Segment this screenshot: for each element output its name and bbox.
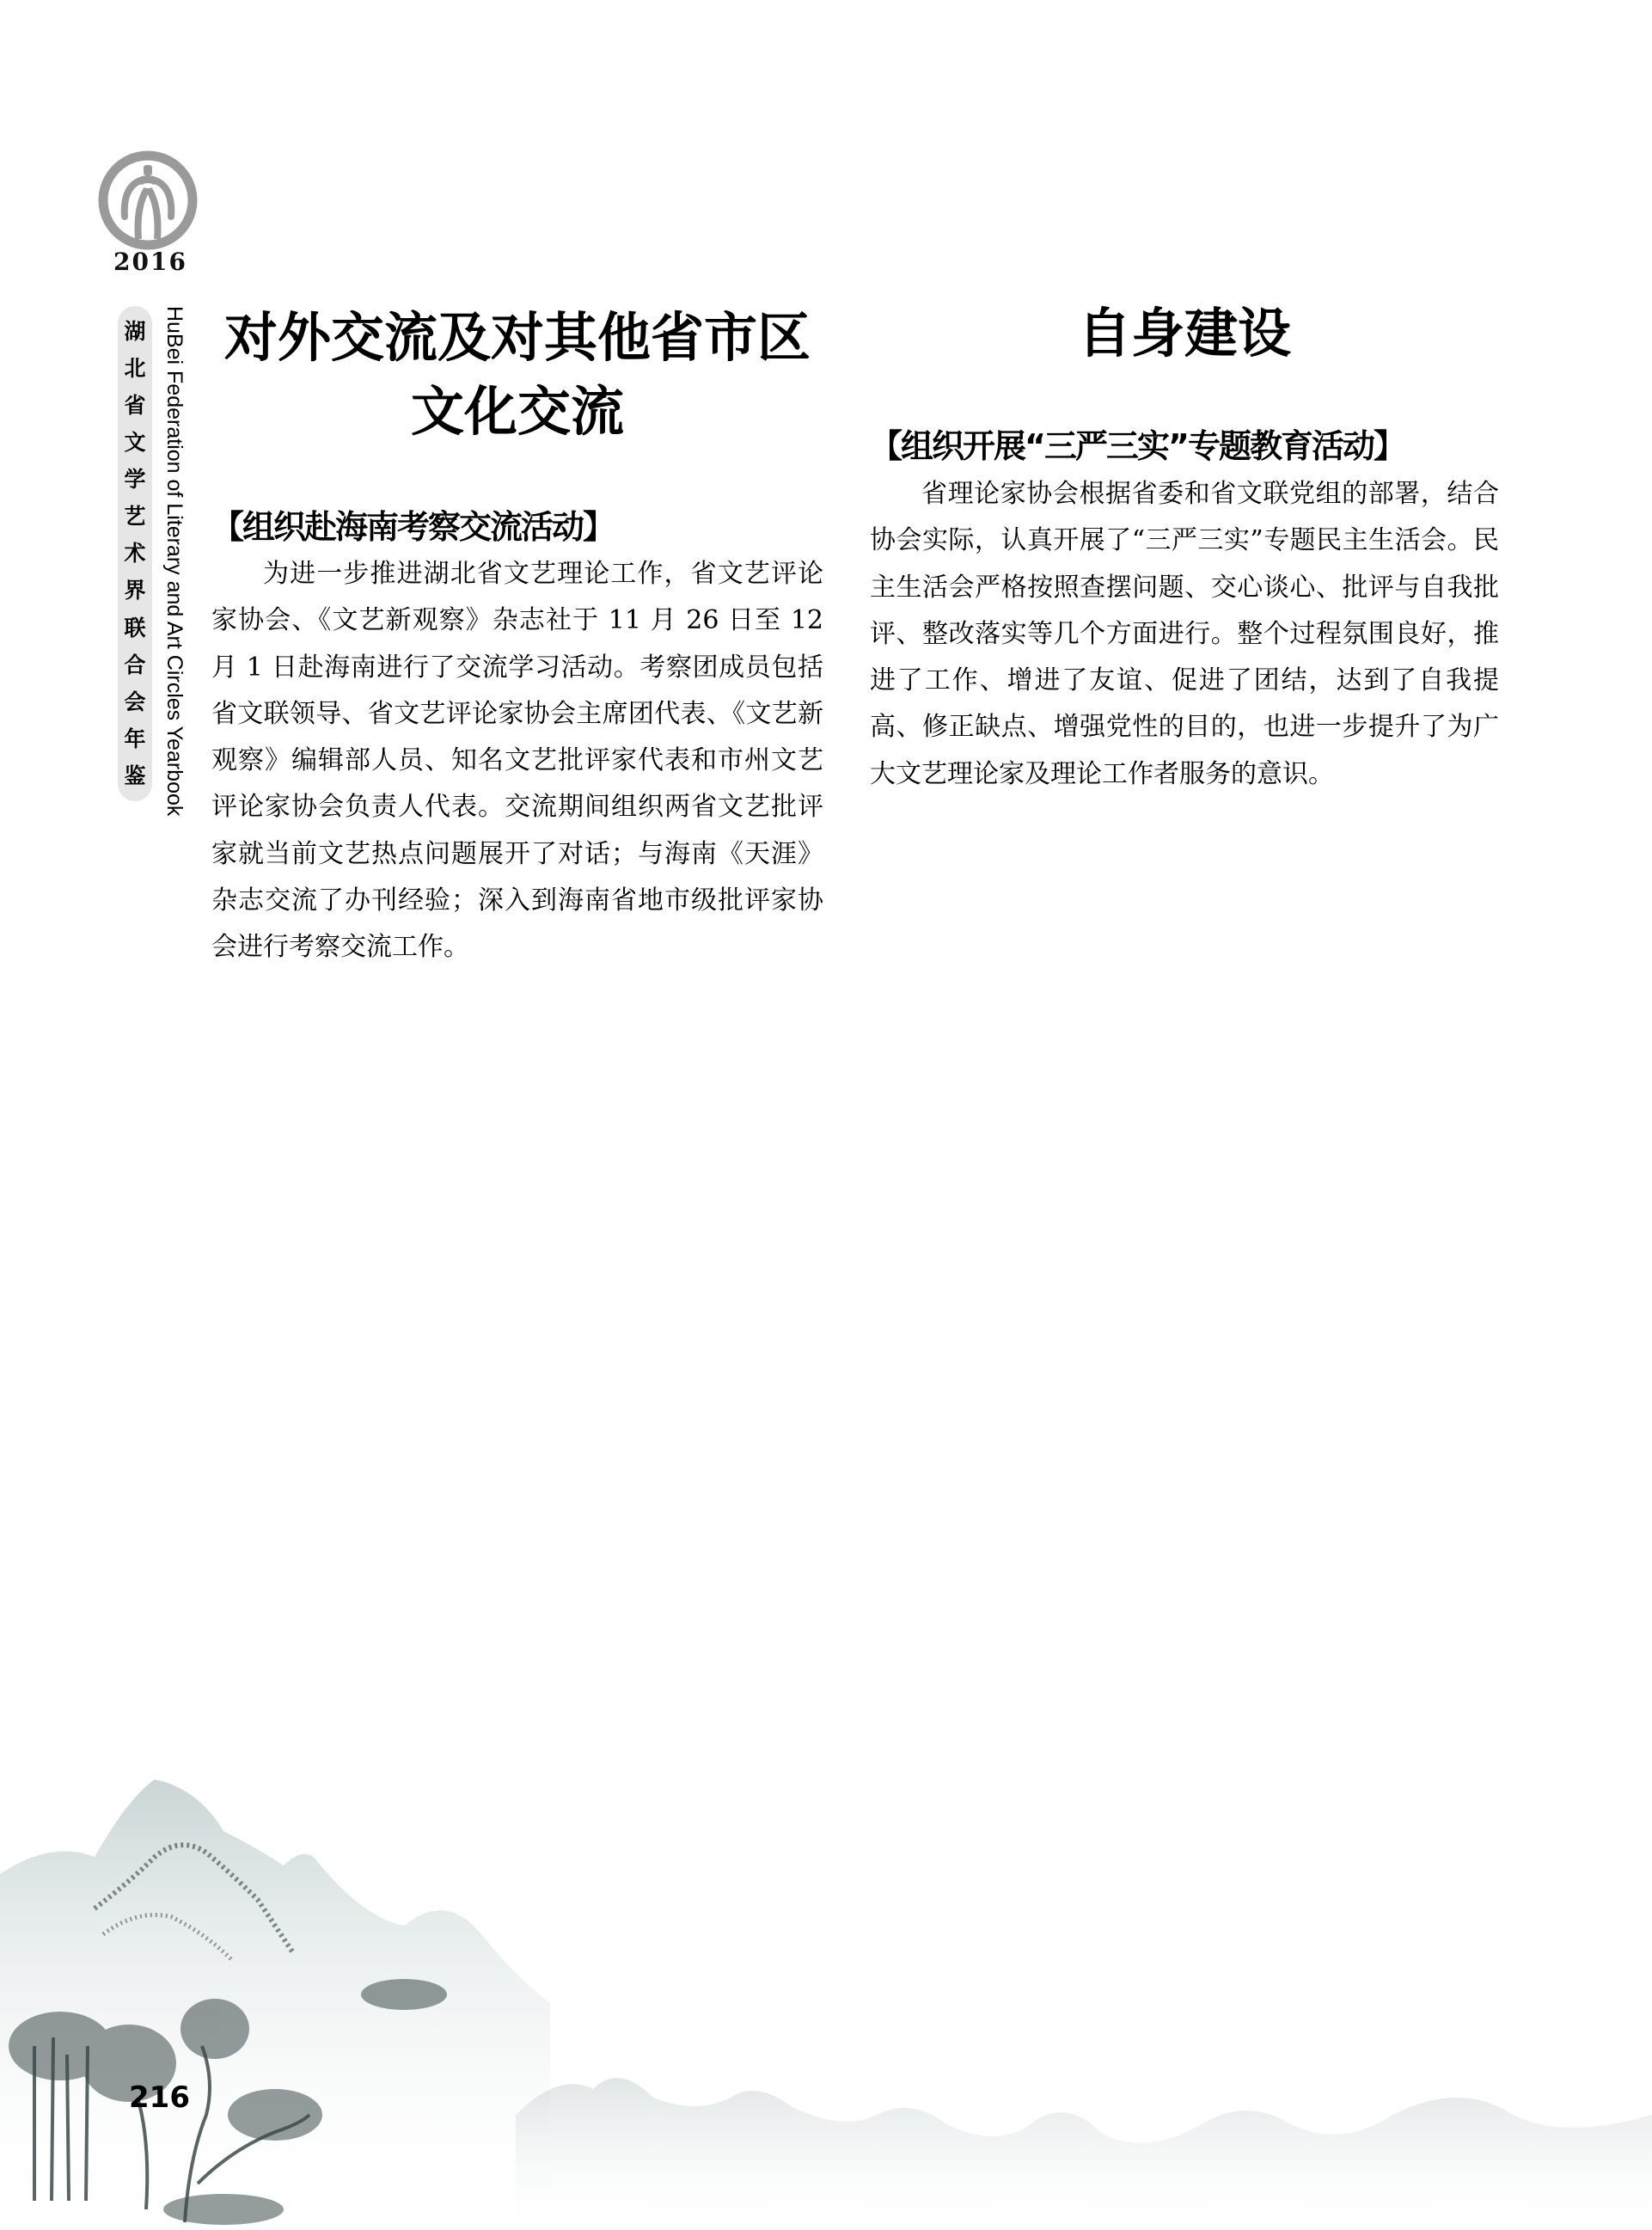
sidebar-char: 文 xyxy=(124,430,146,456)
section-title-external-exchange xyxy=(211,301,823,449)
yearbook-year: 2016 xyxy=(113,248,187,276)
sidebar-char: 鉴 xyxy=(124,763,146,788)
sidebar-char: 年 xyxy=(124,726,146,751)
sidebar-char: 省 xyxy=(124,393,146,419)
paragraph-three-stricts: 省理论家协会根据省委和省文联党组的部署，结合协会实际，认真开展了“三严三实”专题民主生活会。民主生活会严格按照查摆问题、交心谈心、批评与自我批评、整改落实等几个方面进行。整个过程氛围良好，推进了工作、增进了友谊、促进了团结，达到了自我提高、修正缺点、增强党性的目的，也进一步提升了为广大文艺理论家及理论工作者服务的意识。 xyxy=(870,479,1499,789)
section-title-line: 对外交流及对其他省市区 xyxy=(223,306,811,369)
sidebar-char: 联 xyxy=(124,615,146,640)
sidebar-char: 湖 xyxy=(124,319,146,345)
sidebar-en-title: HuBei Federation of Literary and Art Circles Yearbook xyxy=(162,306,187,817)
paragraph-hainan-visit: 为进一步推进湖北省文艺理论工作，省文艺评论家协会、《文艺新观察》杂志社于 11 月 26 日至 12 月 1 日赴海南进行了交流学习活动。考察团成员包括省文联领导、省文艺评论家协会主席团代表、《文艺新观察》编辑部人员、知名文艺批评家代表和市州文艺评论家协会负责人代表。交流期间组织两省文艺批评家就当前文艺热点问题展开了对话；与海南《天涯》杂志交流了办刊经验；深入到海南省地市级批评家协会进行考察交流工作。 xyxy=(211,559,823,963)
sidebar-char: 合 xyxy=(124,652,146,677)
section-title-line: 文化交流 xyxy=(410,380,624,443)
subheading-hainan-visit: 【组织赴海南考察交流活动】 xyxy=(211,508,615,546)
ink-landscape-illustration xyxy=(0,1754,1652,2227)
sidebar-cn-title xyxy=(118,306,152,801)
sidebar-char: 北 xyxy=(124,356,146,382)
page-number: 216 xyxy=(129,2080,190,2115)
federation-emblem-icon xyxy=(97,150,199,251)
sidebar-char: 界 xyxy=(124,578,146,603)
sidebar-char: 艺 xyxy=(124,504,146,530)
sidebar-char: 学 xyxy=(124,467,146,493)
section-title-self-building: 自身建设 xyxy=(1077,302,1291,365)
sidebar-char: 会 xyxy=(124,689,146,714)
subheading-three-stricts: 【组织开展“三严三实”专题教育活动】 xyxy=(870,427,1404,465)
sidebar-char: 术 xyxy=(124,541,146,567)
